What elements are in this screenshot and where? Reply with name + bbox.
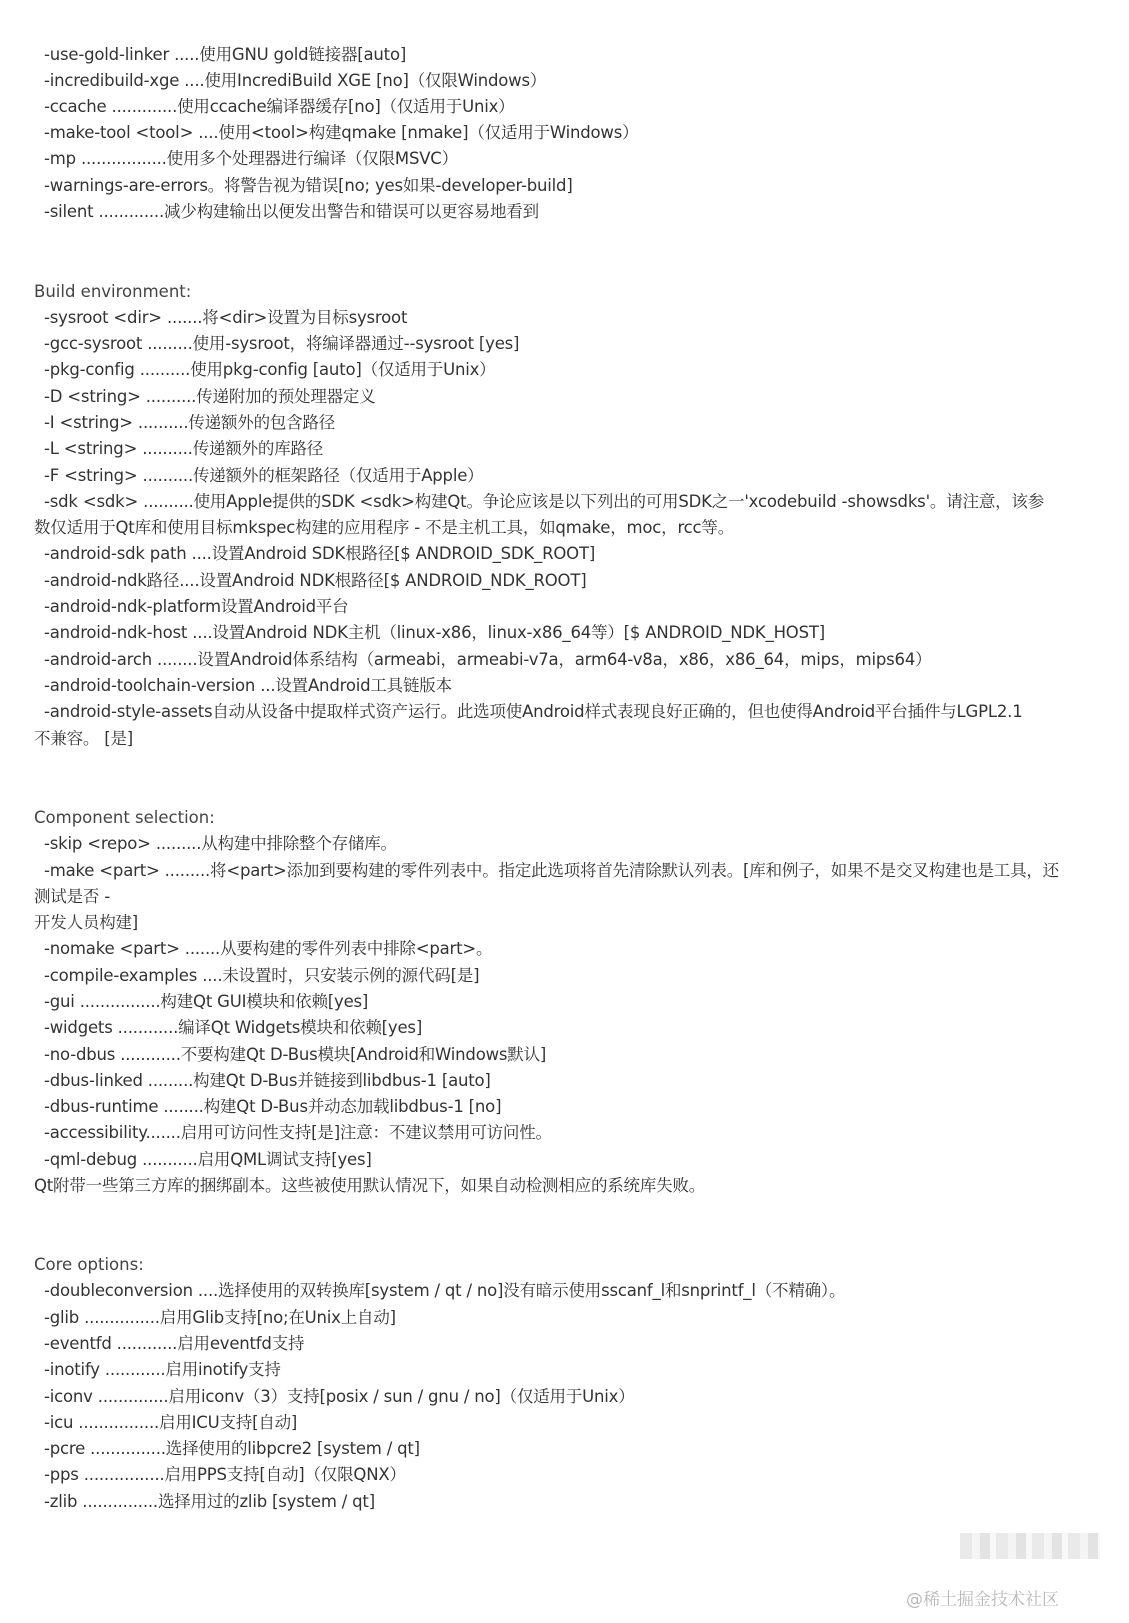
option-I: -I <string> ..........传递额外的包含路径: [44, 413, 336, 432]
option-warnings-are-errors: -warnings-are-errors。将警告视为错误[no; yes如果-developer-build]: [44, 176, 573, 195]
option-silent: -silent .............减少构建输出以便发出警告和错误可以更容易地看到: [44, 202, 539, 221]
option-pkg-config: -pkg-config ..........使用pkg-config [auto]（仅适用于Unix）: [44, 360, 496, 379]
option-inotify: -inotify ............启用inotify支持: [44, 1360, 281, 1379]
option-skip: -skip <repo> .........从构建中排除整个存储库。: [44, 834, 397, 853]
option-use-gold-linker: -use-gold-linker .....使用GNU gold链接器[auto]: [44, 45, 407, 64]
option-android-ndk-host: -android-ndk-host ....设置Android NDK主机（linux-x86，linux-x86_64等）[$ ANDROID_NDK_HOST]: [44, 623, 825, 642]
option-ccache: -ccache .............使用ccache编译器缓存[no]（仅适用于Unix）: [44, 97, 515, 116]
option-F: -F <string> ..........传递额外的框架路径（仅适用于Apple）: [44, 466, 484, 485]
option-mp: -mp .................使用多个处理器进行编译（仅限MSVC）: [44, 149, 458, 168]
option-nomake: -nomake <part> .......从要构建的零件列表中排除<part>。: [44, 939, 493, 958]
watermark-text: @稀土掘金技术社区: [906, 1590, 1059, 1610]
option-make: -make <part> .........将<part>添加到要构建的零件列表中。指定此选项将首先清除默认列表。[库和例子，如果不是交叉构建也是工具，还: [44, 861, 1059, 880]
option-icu: -icu ................启用ICU支持[自动]: [44, 1413, 298, 1432]
option-eventfd: -eventfd ............启用eventfd支持: [44, 1334, 305, 1353]
option-accessibility: -accessibility.......启用可访问性支持[是]注意：不建议禁用可访问性。: [44, 1123, 552, 1142]
option-glib: -glib ...............启用Glib支持[no;在Unix上自动]: [44, 1308, 396, 1327]
option-android-arch: -android-arch ........设置Android体系结构（armeabi，armeabi-v7a，arm64-v8a，x86，x86_64，mips，mips64）: [44, 650, 932, 669]
option-qml-debug: -qml-debug ...........启用QML调试支持[yes]: [44, 1150, 372, 1169]
option-android-toolchain-version: -android-toolchain-version ...设置Android工具链版本: [44, 676, 452, 695]
option-make-continued-1: 测试是否 -: [34, 887, 110, 906]
option-pps: -pps ................启用PPS支持[自动]（仅限QNX）: [44, 1465, 406, 1484]
option-sysroot: -sysroot <dir> .......将<dir>设置为目标sysroot: [44, 308, 408, 327]
option-android-ndk: -android-ndk路径....设置Android NDK根路径[$ ANDROID_NDK_ROOT]: [44, 571, 587, 590]
option-L: -L <string> ..........传递额外的库路径: [44, 439, 324, 458]
section-heading-component-selection: Component selection:: [34, 808, 215, 827]
option-dbus-linked: -dbus-linked .........构建Qt D-Bus并链接到libdbus-1 [auto]: [44, 1071, 491, 1090]
option-pcre: -pcre ...............选择使用的libpcre2 [system / qt]: [44, 1439, 420, 1458]
option-sdk-continued: 数仅适用于Qt库和使用目标mkspec构建的应用程序 - 不是主机工具，如qmake，moc，rcc等。: [34, 518, 735, 537]
option-zlib: -zlib ...............选择用过的zlib [system / qt]: [44, 1492, 375, 1511]
option-widgets: -widgets ............编译Qt Widgets模块和依赖[yes]: [44, 1018, 423, 1037]
option-make-continued-2: 开发人员构建]: [34, 913, 139, 932]
option-compile-examples: -compile-examples ....未设置时，只安装示例的源代码[是]: [44, 966, 480, 985]
option-dbus-runtime: -dbus-runtime ........构建Qt D-Bus并动态加载libdbus-1 [no]: [44, 1097, 502, 1116]
option-android-sdk: -android-sdk path ....设置Android SDK根路径[$ ANDROID_SDK_ROOT]: [44, 544, 596, 563]
section-heading-core-options: Core options:: [34, 1255, 144, 1274]
section-heading-build-environment: Build environment:: [34, 282, 192, 301]
option-D: -D <string> ..........传递附加的预处理器定义: [44, 387, 376, 406]
option-iconv: -iconv ..............启用iconv（3）支持[posix / sun / gnu / no]（仅适用于Unix）: [44, 1387, 635, 1406]
watermark-blurred-region: [960, 1533, 1100, 1559]
option-make-tool: -make-tool <tool> ....使用<tool>构建qmake [nmake]（仅适用于Windows）: [44, 123, 639, 142]
option-android-ndk-platform: -android-ndk-platform设置Android平台: [44, 597, 349, 616]
option-android-style-assets-continued: 不兼容。 [是]: [34, 729, 134, 748]
option-sdk: -sdk <sdk> ..........使用Apple提供的SDK <sdk>构建Qt。争论应该是以下列出的可用SDK之一'xcodebuild -showsdks'。请注意，该参: [44, 492, 1045, 511]
option-no-dbus: -no-dbus ............不要构建Qt D-Bus模块[Android和Windows默认]: [44, 1045, 547, 1064]
option-gcc-sysroot: -gcc-sysroot .........使用-sysroot，将编译器通过--sysroot [yes]: [44, 334, 520, 353]
third-party-note: Qt附带一些第三方库的捆绑副本。这些被使用默认情况下，如果自动检测相应的系统库失败。: [34, 1176, 706, 1195]
option-android-style-assets: -android-style-assets自动从设备中提取样式资产运行。此选项使Android样式表现良好正确的，但也使得Android平台插件与LGPL2.1: [44, 702, 1023, 721]
option-incredibuild-xge: -incredibuild-xge ....使用IncrediBuild XGE [no]（仅限Windows）: [44, 71, 547, 90]
option-gui: -gui ................构建Qt GUI模块和依赖[yes]: [44, 992, 369, 1011]
option-doubleconversion: -doubleconversion ....选择使用的双转换库[system / qt / no]没有暗示使用sscanf_l和snprintf_l（不精确）。: [44, 1281, 846, 1300]
